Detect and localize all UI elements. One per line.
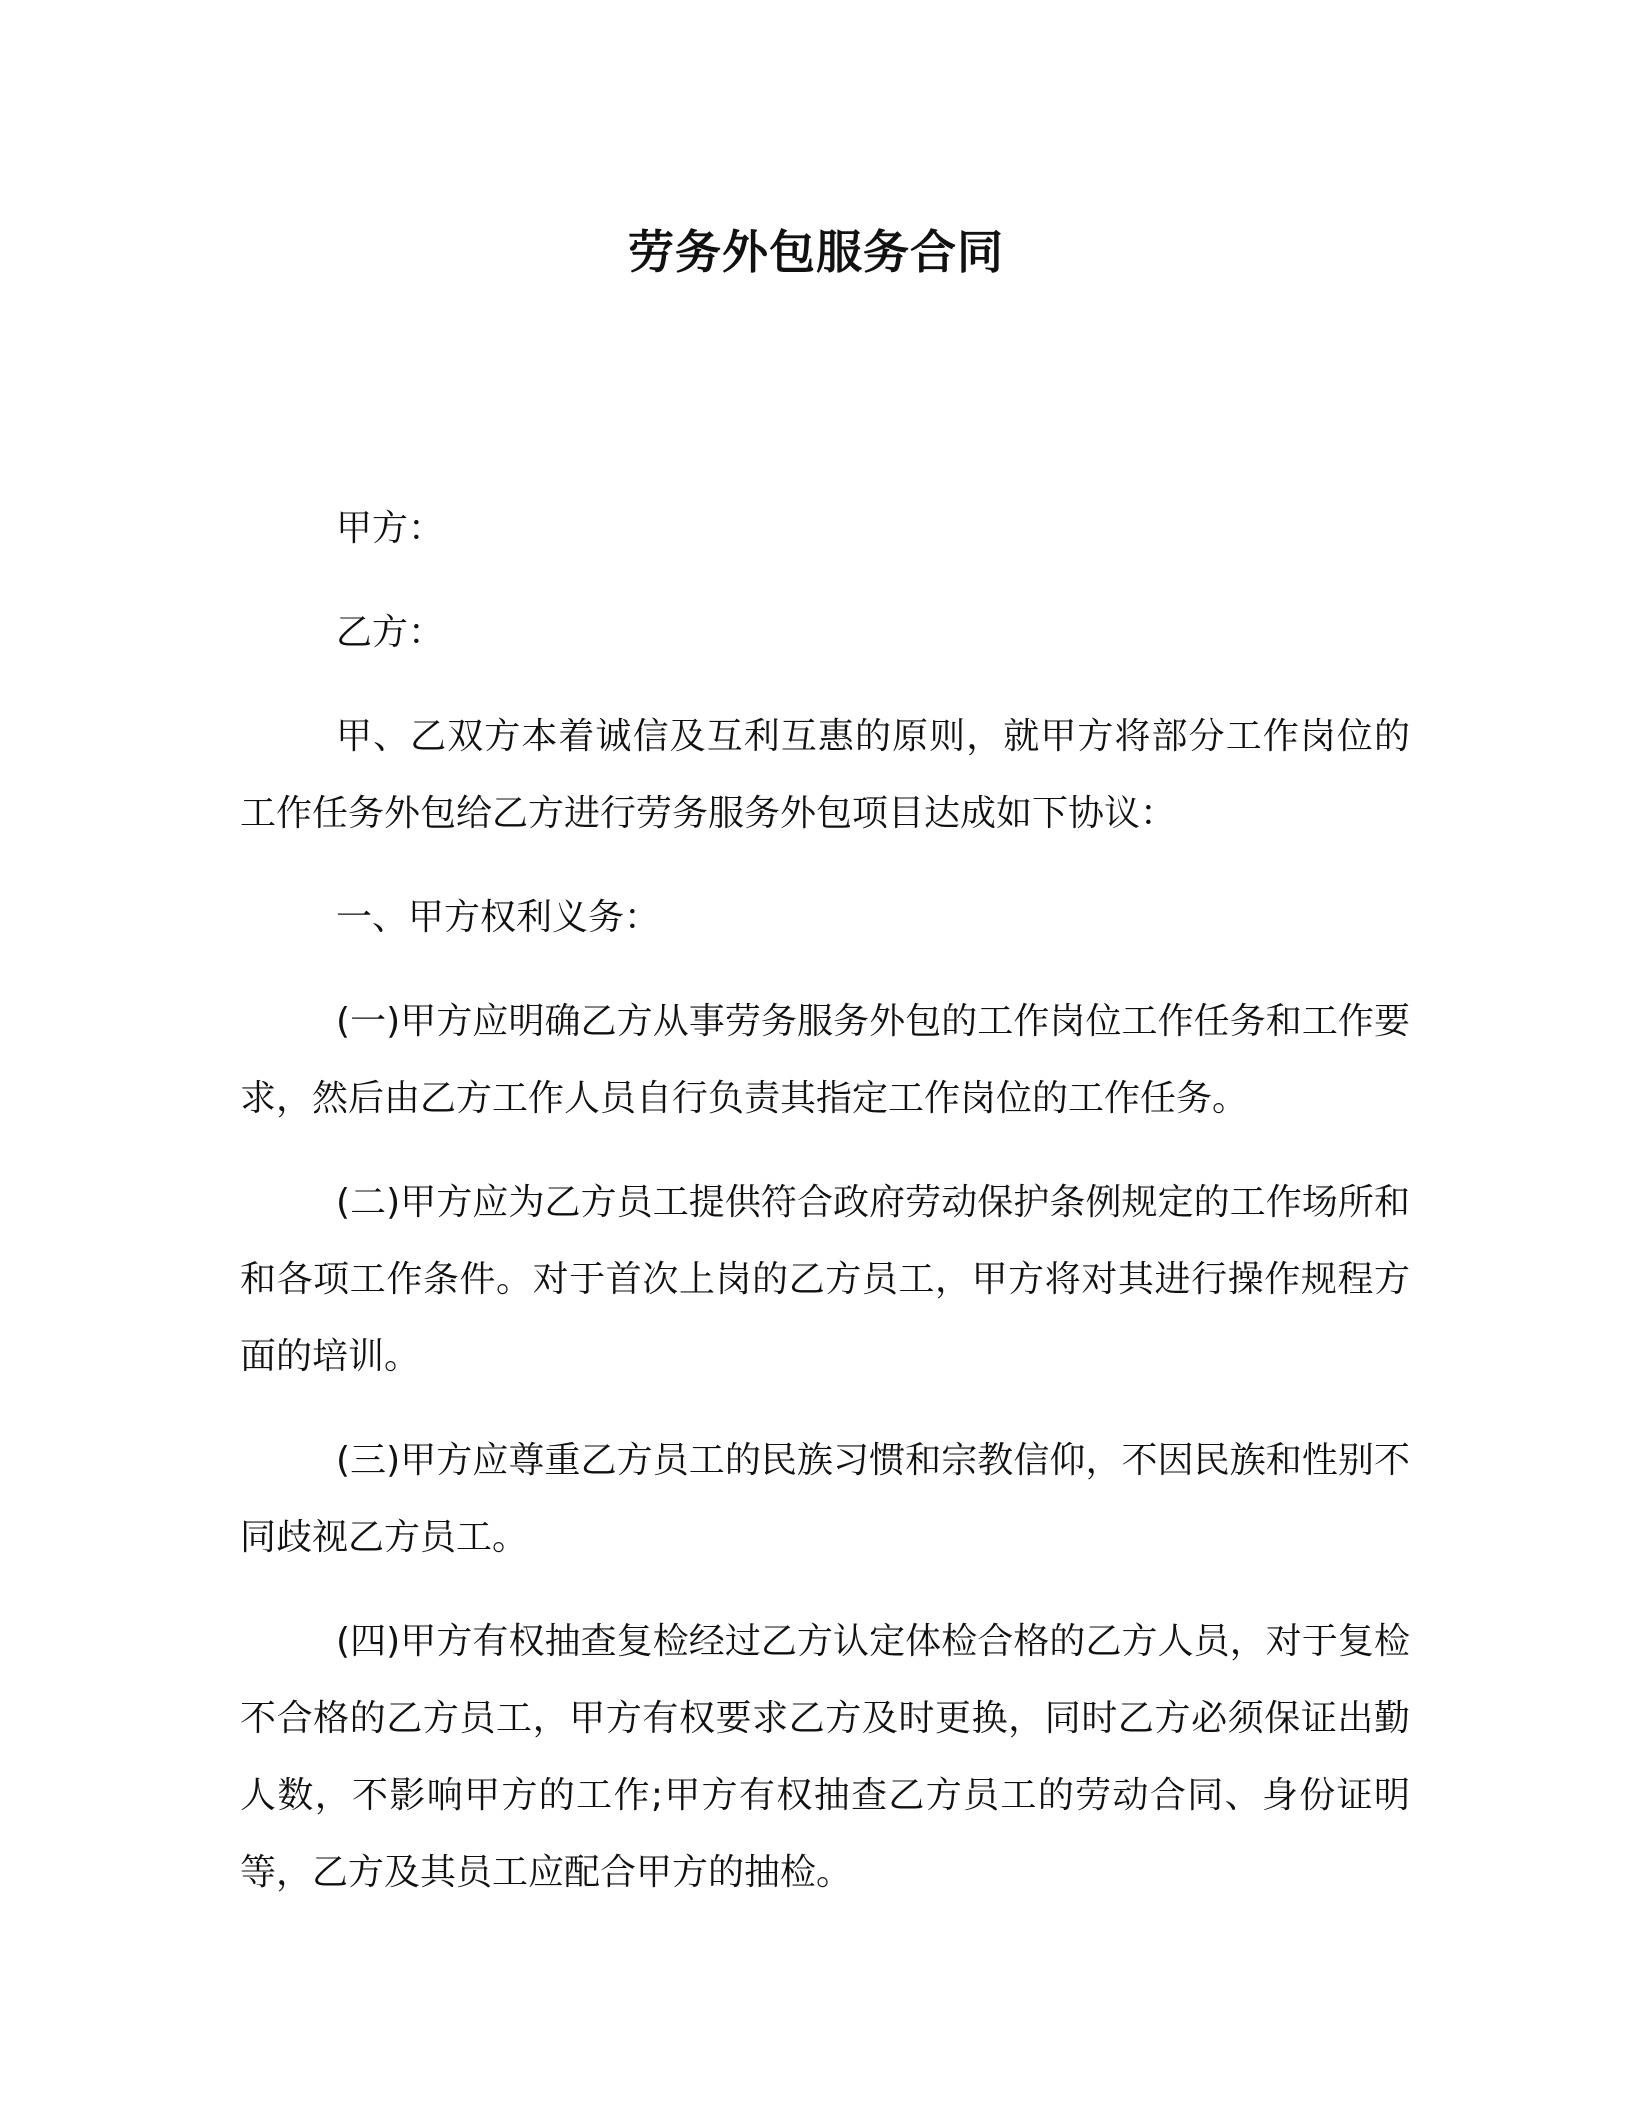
clause-4: (四)甲方有权抽查复检经过乙方认定体检合格的乙方人员，对于复检不合格的乙方员工，甲方有权要求乙方及时更换，同时乙方必须保证出勤人数，不影响甲方的工作;甲方有权抽查乙方员工的劳动合同、身份证明等，乙方及其员工应配合甲方的抽检。 (240, 1621, 1410, 1893)
document-title: 劳务外包服务合同 (628, 225, 1004, 279)
preamble-paragraph: 甲、乙双方本着诚信及互利互惠的原则，就甲方将部分工作岗位的工作任务外包给乙方进行劳务服务外包项目达成如下协议： (240, 716, 1410, 834)
party-a-line: 甲方： (336, 508, 445, 549)
party-b-line: 乙方： (336, 612, 445, 653)
clause-3: (三)甲方应尊重乙方员工的民族习惯和宗教信仰，不因民族和性别不同歧视乙方员工。 (240, 1440, 1410, 1558)
clause-1: (一)甲方应明确乙方从事劳务服务外包的工作岗位工作任务和工作要求，然后由乙方工作人员自行负责其指定工作岗位的工作任务。 (240, 1001, 1410, 1119)
clause-2: (二)甲方应为乙方员工提供符合政府劳动保护条例规定的工作场所和和各项工作条件。对于首次上岗的乙方员工，甲方将对其进行操作规程方面的培训。 (240, 1182, 1410, 1377)
section-heading-party-a-rights: 一、甲方权利义务： (336, 897, 661, 938)
document-body (240, 490, 1410, 1938)
